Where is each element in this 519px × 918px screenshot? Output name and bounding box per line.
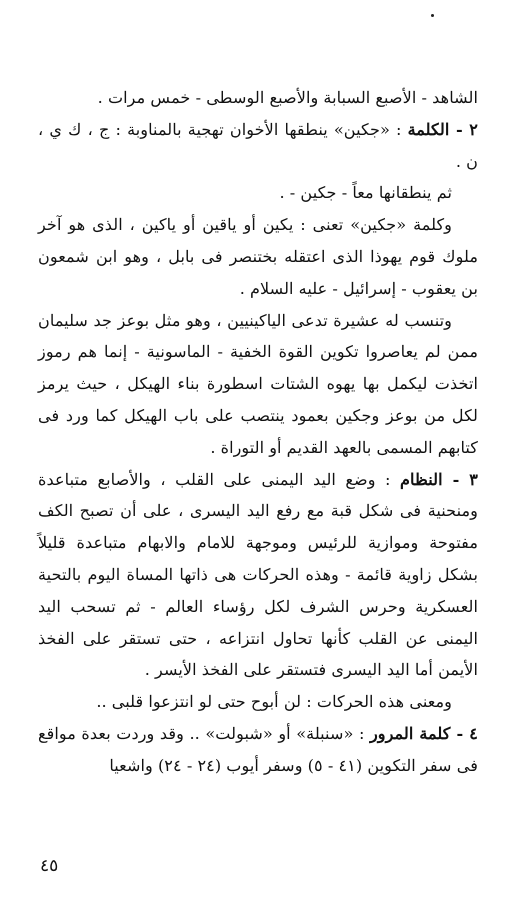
paragraph-1-text: الشاهد - الأصبع السبابة والأصبع الوسطى - خمس مرات . <box>97 88 478 107</box>
paragraph-2-text: : «جكين» ينطقها الأخوان تهجية بالمناوبة : ج ، ك ي ، ن . <box>38 119 478 171</box>
paragraph-8-text: : «سنبلة» أو «شبولت» .. وقد وردت بعدة مواقع فى سفر التكوين (٤١ - ٥) وسفر أيوب (٢٤ - ٢٤) واشعيا <box>38 723 478 775</box>
paragraph-1 <box>38 82 478 114</box>
page-number: ٤٥ <box>40 856 59 876</box>
paragraph-5 <box>38 305 478 464</box>
section-heading-word: ٢ - الكلمة <box>407 119 478 139</box>
paragraph-2 <box>38 114 478 178</box>
paragraph-5-text: وتنسب له عشيرة تدعى الياكينيين ، وهو مثل بوعز جد سليمان ممن لم يعاصروا تكوين القوة الخفية - الماسونية - إنما هم رموز اتخذت ليكمل بها يهوه الشتات اسطورة بناء الهيكل ، حيث يرمز لكل من بوعز وجكين بعمود ينتصب على باب الهيكل كما ورد فى كتابهم المسمى بالعهد القديم أو التوراة . <box>38 310 478 457</box>
section-heading-password: ٤ - كلمة المرور <box>369 723 478 743</box>
paragraph-8 <box>38 718 478 782</box>
paragraph-4 <box>38 209 478 304</box>
paragraph-3-text: ثم ينطقانها معاً - جكين - . <box>279 183 452 203</box>
paragraph-7-text: ومعنى هذه الحركات : لن أبوح حتى لو انتزعوا قلبى .. <box>96 692 452 712</box>
paragraph-4-text: وكلمة «جكين» تعنى : يكين أو ياقين أو ياكين ، الذى هو آخر ملوك قوم يهوذا الذى اعتقله بختنصر فى بابل ، وهو ابن شمعون بن يعقوب - إسرائيل - عليه السلام . <box>38 215 478 298</box>
ink-speck <box>431 14 434 17</box>
paragraph-6 <box>38 464 478 687</box>
paragraph-7 <box>38 686 478 718</box>
paragraph-3 <box>38 177 478 209</box>
section-heading-system: ٣ - النظام <box>400 469 478 489</box>
paragraph-6-text: : وضع اليد اليمنى على القلب ، والأصابع متباعدة ومنحنية فى شكل قبة مع رفع اليد اليسرى ، على أن تصبح الكف مفتوحة وموازية للرئيس وموجهة للامام والابهام متباعدة قليلاً بشكل زاوية قائمة - وهذه الحركات هى ذاتها المساة اليوم بالتحية العسكرية وحرس الشرف لكل رؤساء العالم - ثم تسحب اليد اليمنى عن القلب كأنها تحاول انتزاعه ، حتى تستقر على الفخذ الأيمن أما اليد اليسرى فتستقر على الفخذ الأيسر . <box>38 469 478 680</box>
body-text <box>38 82 478 782</box>
